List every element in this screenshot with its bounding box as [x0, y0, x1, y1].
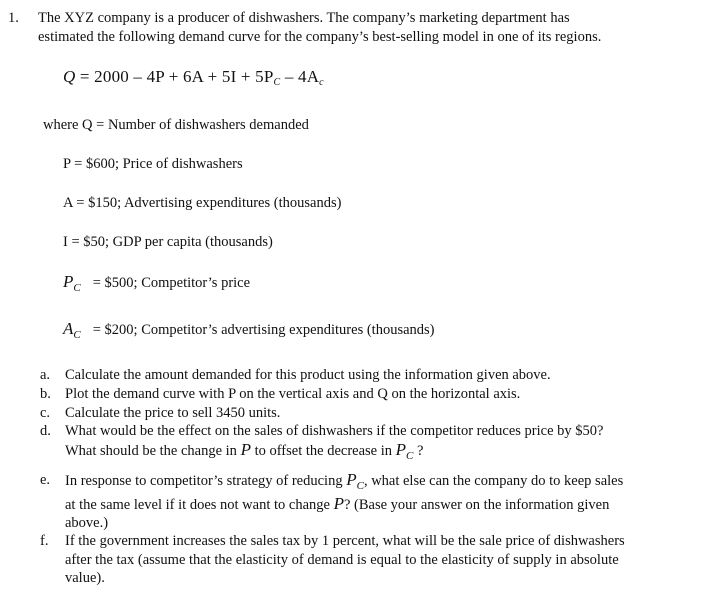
ac-text: = $200; Competitor’s advertising expenditures (thousands) [92, 322, 435, 338]
question-f-letter: f. [40, 533, 49, 549]
pc-subscript: C [73, 282, 81, 294]
variable-a: A = $150; Advertising expenditures (thousands) [63, 195, 342, 211]
question-b-letter: b. [40, 386, 51, 402]
question-e-line-2b: ? (Base your answer on the information given [343, 497, 610, 513]
question-d-line-2a: What should be the change in [65, 443, 241, 459]
question-b-text: Plot the demand curve with P on the vertical axis and Q on the horizontal axis. [65, 386, 521, 402]
question-f-line-2: after the tax (assume that the elasticity of demand is equal to the elasticity of supply in absolute [65, 552, 619, 568]
question-d-line-1: What would be the effect on the sales of dishwashers if the competitor reduces price by $50? [65, 423, 604, 439]
equation-q: Q [63, 67, 76, 86]
question-e-pc-sub: C [356, 480, 364, 492]
where-line: where Q = Number of dishwashers demanded [43, 117, 309, 133]
pc-symbol: P [63, 272, 74, 291]
question-f-line-3: value). [65, 570, 105, 586]
question-e-letter: e. [40, 472, 51, 488]
question-c-text: Calculate the price to sell 3450 units. [65, 405, 281, 421]
question-d-line-2 [65, 441, 423, 460]
variable-ac [63, 320, 435, 339]
question-f-line-1: If the government increases the sales tax by 1 percent, what will be the sale price of dishwashers [65, 533, 625, 549]
question-d-letter: d. [40, 423, 51, 439]
question-e-line-1 [65, 471, 623, 490]
problem-number: 1. [8, 10, 19, 26]
equation-rhs: = 2000 – 4P + 6A + 5I + 5P [75, 67, 274, 86]
question-e-p: P [333, 494, 344, 513]
ac-subscript: C [73, 329, 81, 341]
question-e-line-3: above.) [65, 515, 109, 531]
question-d-line-2b: to offset the decrease in [250, 443, 396, 459]
variable-pc [63, 273, 250, 292]
ac-symbol: A [63, 319, 74, 338]
equation-sub-c2: c [319, 77, 324, 88]
equation-sub-c: C [273, 77, 281, 88]
intro-line-1: The XYZ company is a producer of dishwashers. The company’s marketing department has [38, 10, 570, 26]
question-a-letter: a. [40, 367, 51, 383]
question-e-pc: P [346, 470, 357, 489]
question-c-letter: c. [40, 405, 51, 421]
question-d-p: P [240, 440, 251, 459]
variable-p: P = $600; Price of dishwashers [63, 156, 243, 172]
equation-rhs-tail: – 4A [280, 67, 320, 86]
demand-equation [63, 68, 324, 86]
pc-text: = $500; Competitor’s price [92, 275, 251, 291]
question-e-line-2a: at the same level if it does not want to change [65, 497, 334, 513]
variable-i: I = $50; GDP per capita (thousands) [63, 234, 273, 250]
question-e-line-1b: , what else can the company do to keep sales [363, 473, 624, 489]
question-d-pc-sub: C [406, 450, 414, 462]
question-e-line-1a: In response to competitor’s strategy of reducing [65, 473, 347, 489]
question-d-pc: P [395, 440, 407, 459]
question-d-end: ? [413, 443, 424, 459]
intro-line-2: estimated the following demand curve for the company’s best-selling model in one of its regions. [38, 29, 602, 45]
question-e-line-2 [65, 495, 609, 514]
question-a-text: Calculate the amount demanded for this product using the information given above. [65, 367, 551, 383]
